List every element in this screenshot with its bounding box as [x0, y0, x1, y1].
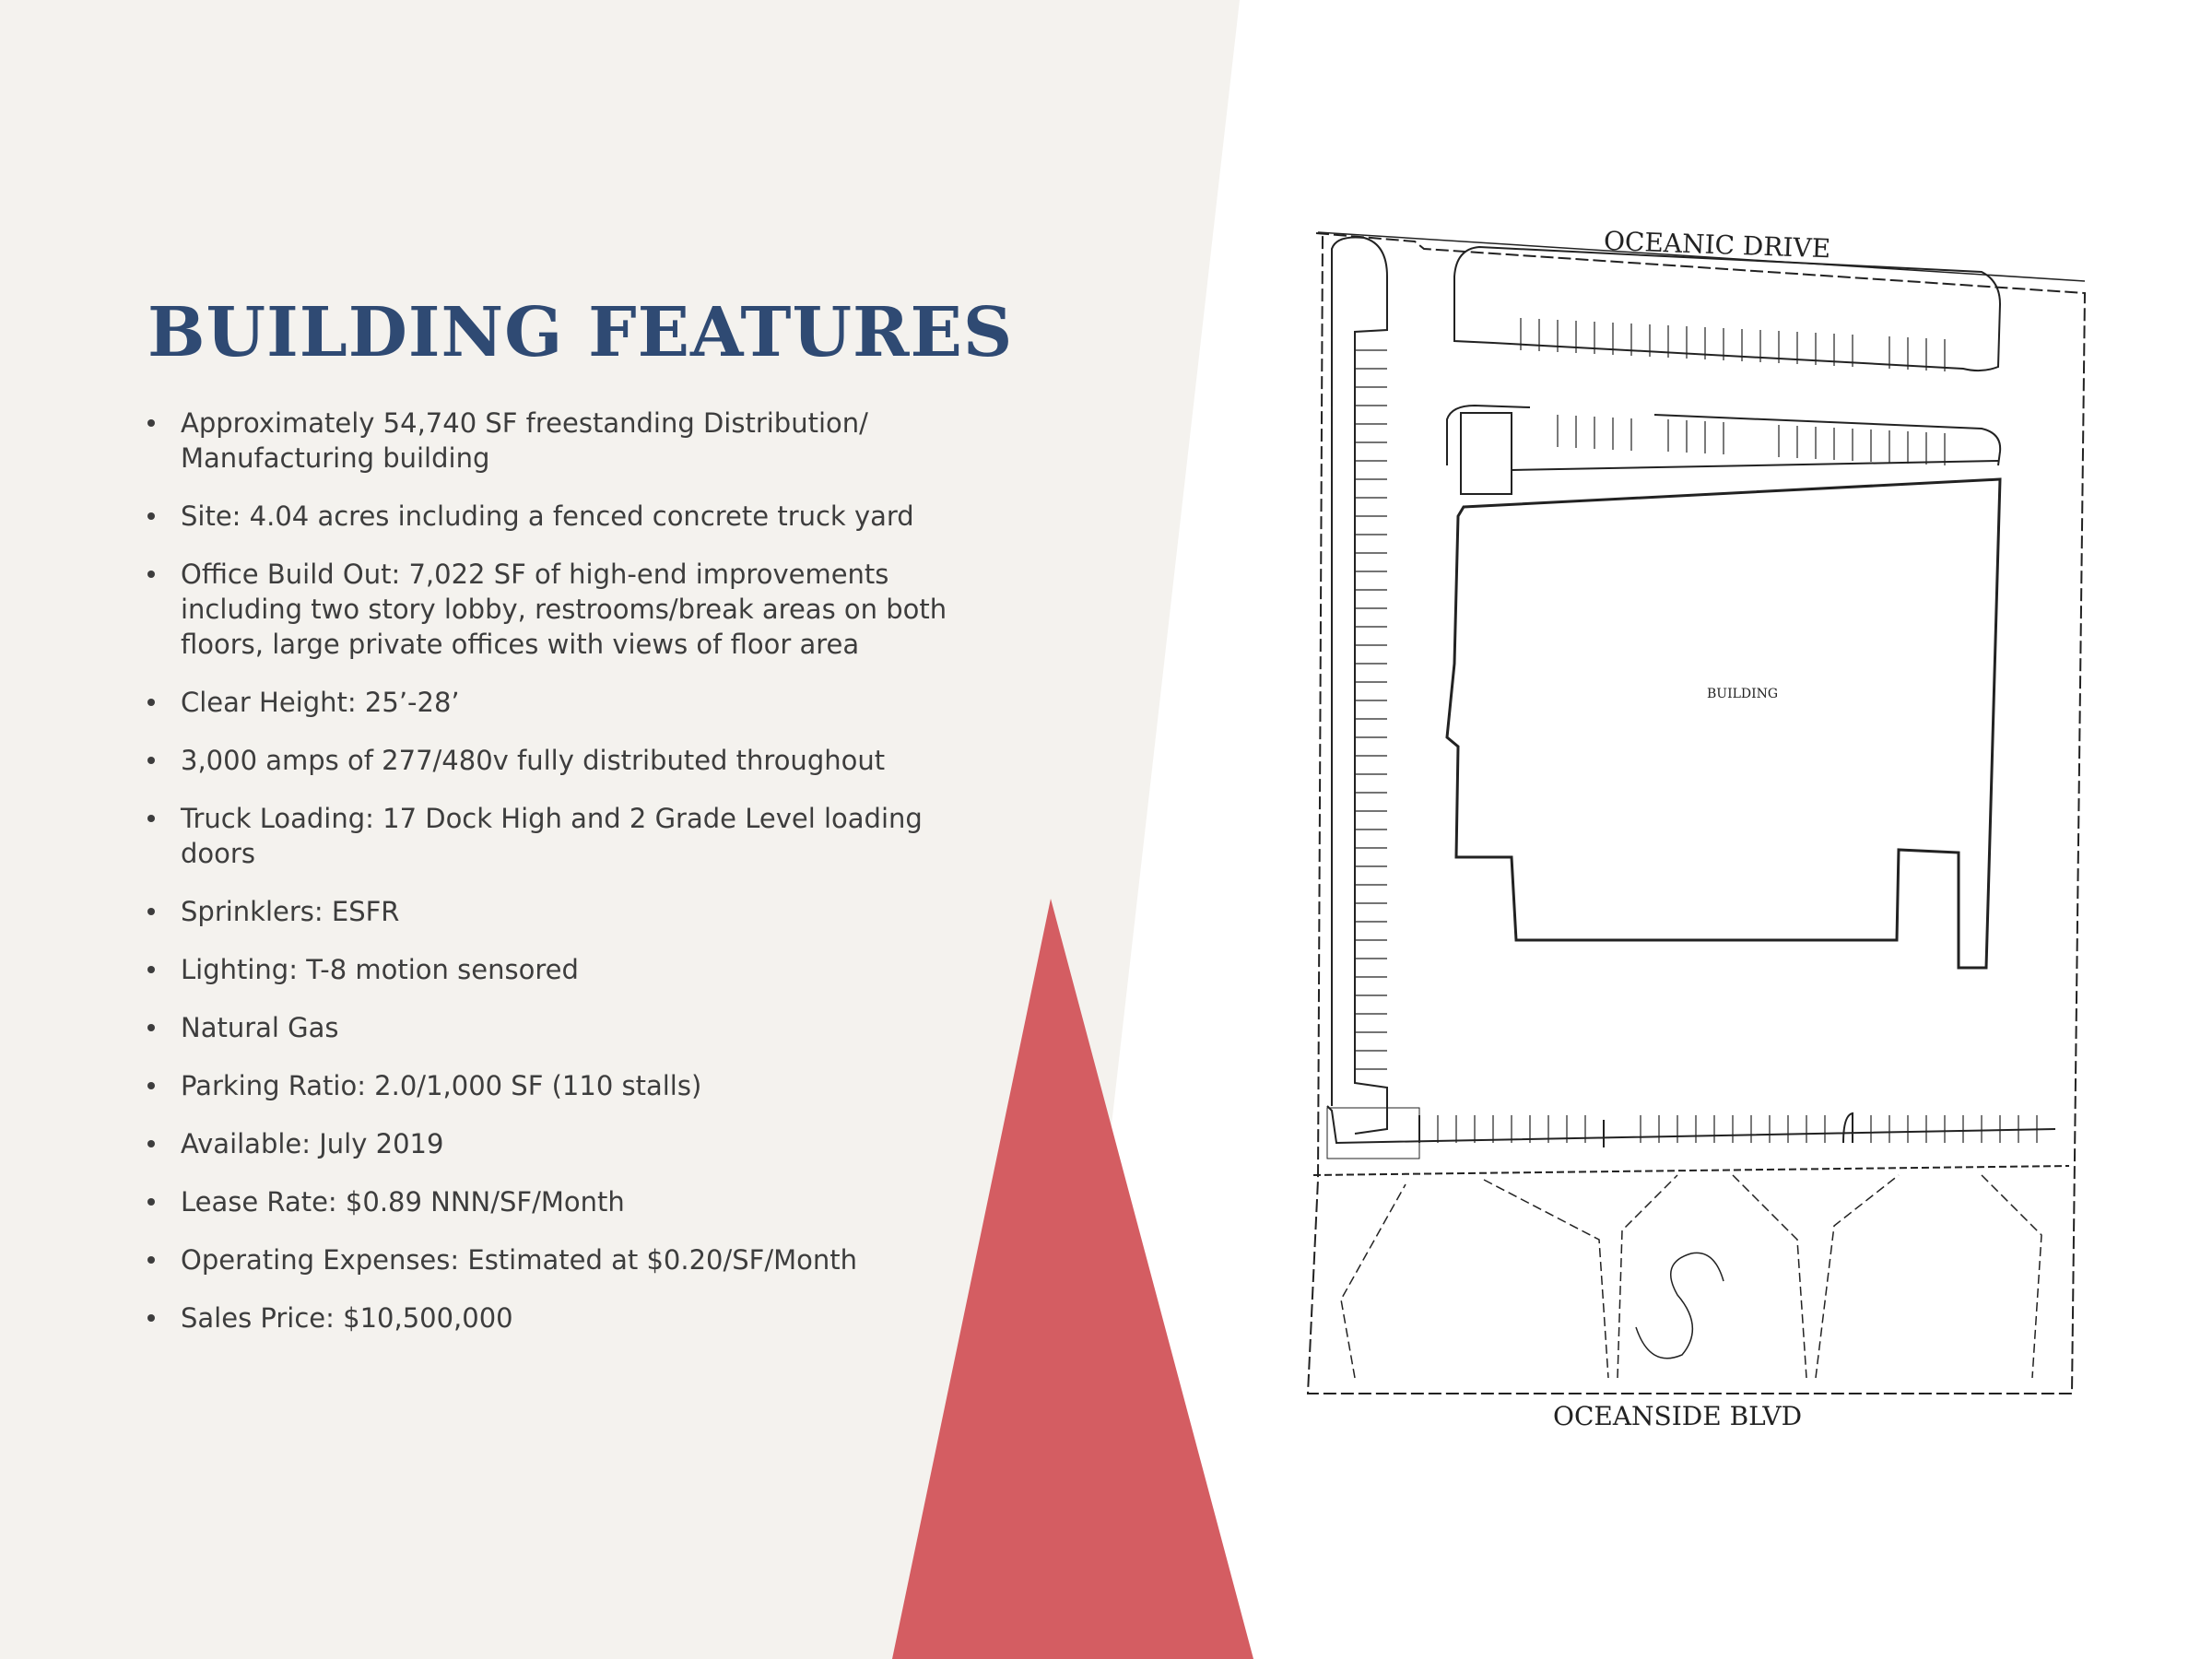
parking-stalls [1355, 318, 2037, 1143]
feature-item: Available: July 2019 [147, 1126, 995, 1161]
feature-item: Clear Height: 25’-28’ [147, 685, 995, 720]
office-block [1461, 413, 1512, 494]
street-label-top: OCEANIC DRIVE [1603, 225, 1831, 265]
site-plan [1290, 212, 2120, 1456]
truck-yard-lanes [1341, 1175, 2041, 1378]
property-boundary [1308, 233, 2085, 1394]
feature-item: Office Build Out: 7,022 SF of high-end improvements including two story lobby, restrooms/break areas on both floors, large private offices with views of floor area [147, 557, 995, 662]
feature-item: Approximately 54,740 SF freestanding Distribution/ Manufacturing building [147, 406, 995, 476]
building-outline [1447, 479, 2000, 968]
street-label-bottom: OCEANSIDE BLVD [1553, 1401, 1803, 1431]
feature-item: Sales Price: $10,500,000 [147, 1300, 995, 1335]
feature-item: 3,000 amps of 277/480v fully distributed throughout [147, 743, 995, 778]
building-label: BUILDING [1707, 687, 1779, 701]
feature-item: Lease Rate: $0.89 NNN/SF/Month [147, 1184, 995, 1219]
feature-item: Site: 4.04 acres including a fenced concrete truck yard [147, 499, 995, 534]
feature-item: Truck Loading: 17 Dock High and 2 Grade Level loading doors [147, 801, 995, 871]
building-front-wall [1512, 461, 1998, 470]
bottom-parking-curb [1327, 1106, 2055, 1147]
features-list [147, 406, 995, 1359]
top-parking-island [1454, 247, 2000, 371]
truck-yard-grid [1327, 1108, 1419, 1159]
truck-turn-arc [1636, 1253, 1724, 1358]
feature-item: Operating Expenses: Estimated at $0.20/SF/Month [147, 1242, 995, 1277]
feature-item: Sprinklers: ESFR [147, 894, 995, 929]
feature-item: Parking Ratio: 2.0/1,000 SF (110 stalls) [147, 1068, 995, 1103]
left-parking-curb [1332, 238, 1387, 1135]
feature-item: Natural Gas [147, 1010, 995, 1045]
truck-yard-line [1313, 1166, 2069, 1175]
page-title: BUILDING FEATURES [147, 293, 1014, 372]
feature-item: Lighting: T-8 motion sensored [147, 952, 995, 987]
